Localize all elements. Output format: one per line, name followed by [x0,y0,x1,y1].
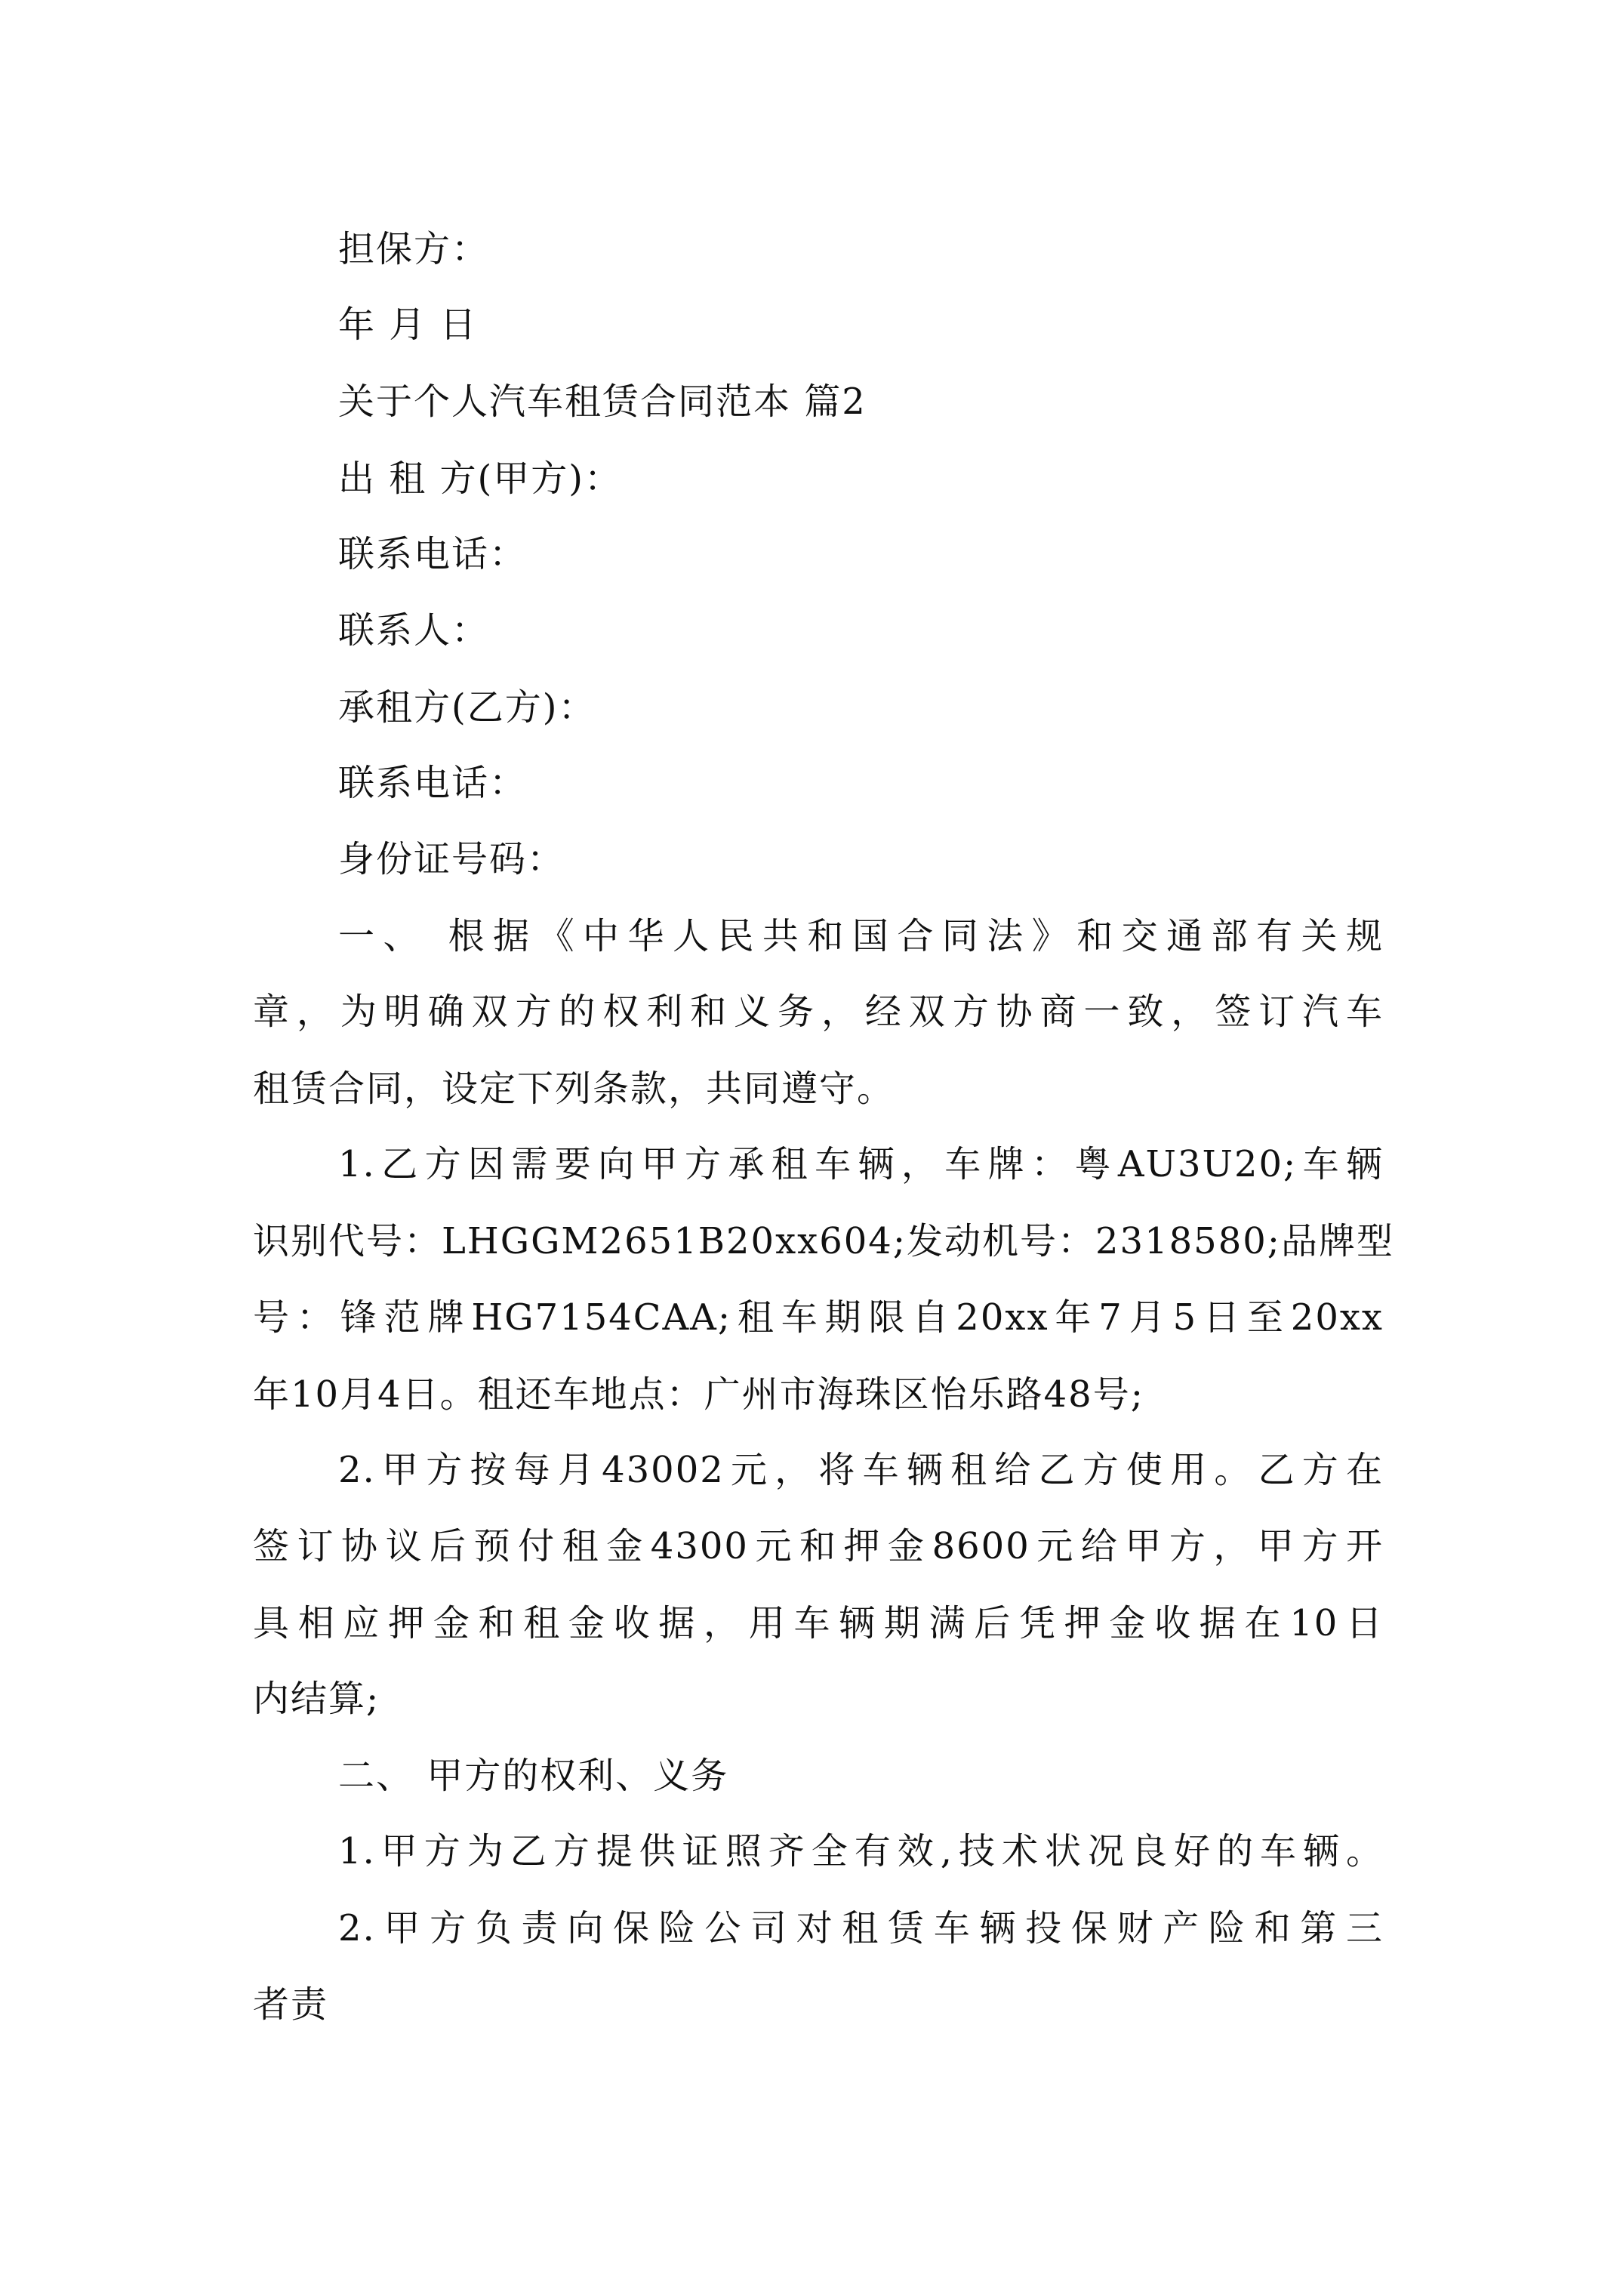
section-title: 关于个人汽车租赁合同范本 篇2 [338,381,867,423]
lessor-phone-label: 联系电话： [338,533,528,575]
guarantor-label: 担保方： [338,228,490,270]
clause-one-line-3: 租赁合同，设定下列条款，共同遵守。 [253,1068,895,1110]
date-line: 年 月 日 [338,304,478,346]
clause-one-line-1: 一、 根据《中华人民共和国合同法》和交通部有关规 [338,915,1384,957]
clause-one-line-2: 章，为明确双方的权利和义务，经双方协商一致，签订汽车 [253,991,1384,1033]
lessor-contact-label: 联系人： [338,609,490,652]
item-1-line-3: 号：锋范牌HG7154CAA;租车期限自20xx年7月5日至20xx [253,1296,1384,1339]
id-number-label: 身份证号码： [338,838,565,880]
lessor-label: 出 租 方(甲方)： [338,458,622,500]
clause-two-heading: 二、 甲方的权利、义务 [338,1755,729,1797]
clause-two-item-2-line-2: 者责 [253,1983,329,2026]
clause-two-item-2-line-1: 2.甲方负责向保险公司对租赁车辆投保财产险和第三 [338,1907,1384,1949]
item-1-line-2: 识别代号：LHGGM2651B20xx604;发动机号：2318580;品牌型 [253,1220,1394,1262]
clause-two-item-1: 1.甲方为乙方提供证照齐全有效,技术状况良好的车辆。 [338,1830,1384,1872]
lessee-label: 承租方(乙方)： [338,686,596,729]
item-2-line-3: 具相应押金和租金收据，用车辆期满后凭押金收据在10日 [253,1602,1384,1644]
item-2-line-4: 内结算; [253,1678,380,1720]
item-1-line-4: 年10月4日。租还车地点：广州市海珠区怡乐路48号; [253,1373,1144,1416]
item-1-line-1: 1.乙方因需要向甲方承租车辆，车牌：粤AU3U20;车辆 [338,1143,1384,1185]
item-2-line-1: 2.甲方按每月43002元，将车辆租给乙方使用。乙方在 [338,1449,1384,1491]
lessee-phone-label: 联系电话： [338,762,528,804]
item-2-line-2: 签订协议后预付租金4300元和押金8600元给甲方，甲方开 [253,1525,1384,1567]
